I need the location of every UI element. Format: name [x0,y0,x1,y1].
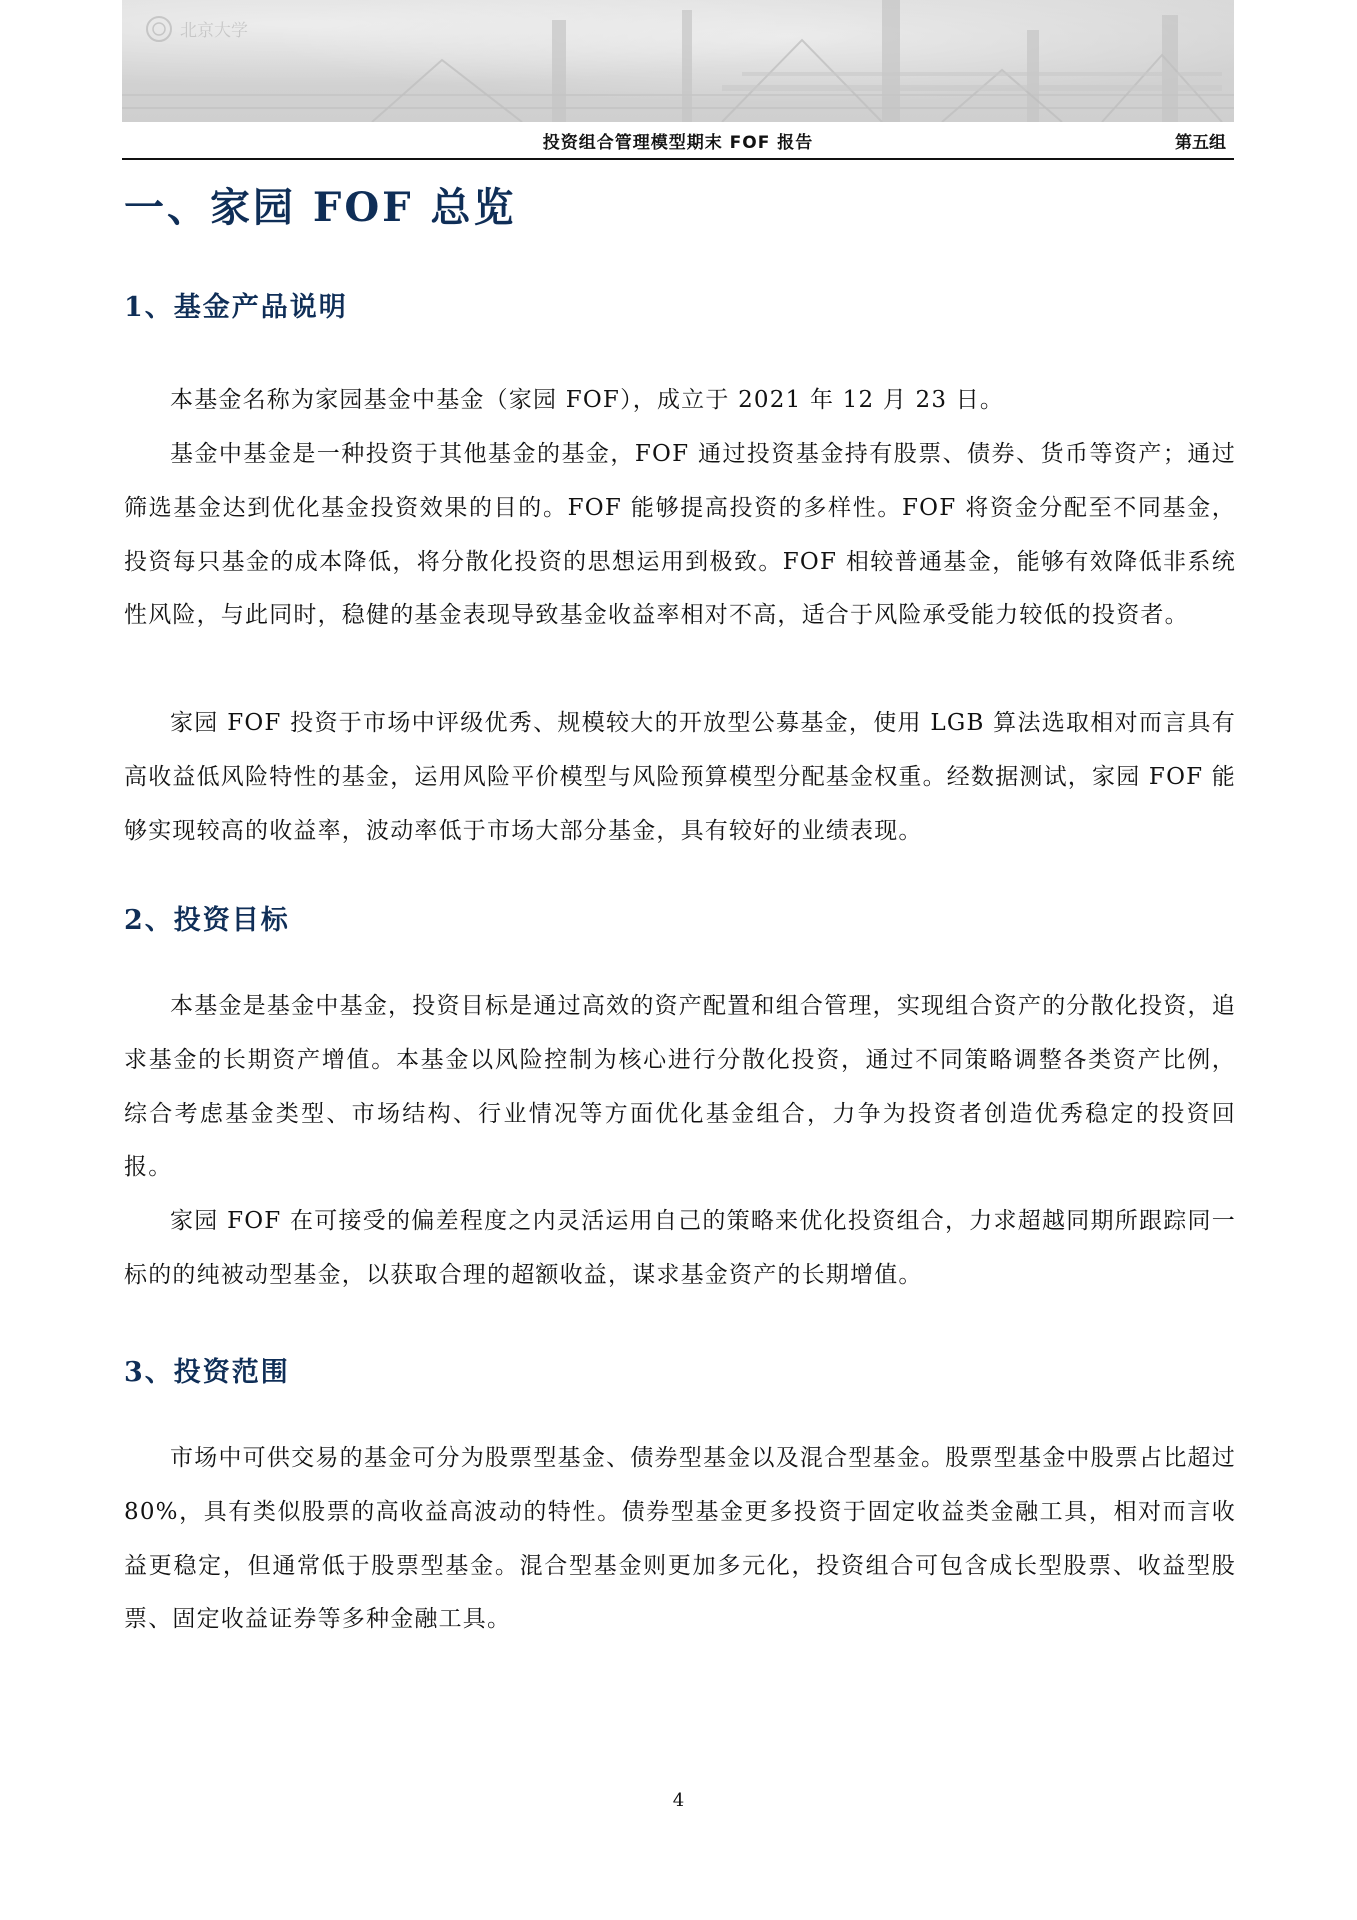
report-title: 投资组合管理模型期末 FOF 报告 [542,133,814,153]
subsection-title: 2、投资目标 [124,905,290,936]
group-label: 第五组 [1175,133,1226,153]
running-header [122,122,1234,160]
paragraph: 市场中可供交易的基金可分为股票型基金、债券型基金以及混合型基金。股票型基金中股票占比超过 80%，具有类似股票的高收益高波动的特性。债券型基金更多投资于固定收益类金融工具，相对而言收益更稳定，但通常低于股票型基金。混合型基金则更加多元化，投资组合可包含成长型股票、收益型股票、固定收益证券等多种金融工具。 [124,1445,1236,1633]
header-banner-image [122,0,1234,122]
page-number: 4 [672,1790,685,1811]
university-logo [144,14,294,44]
paragraph: 基金中基金是一种投资于其他基金的基金，FOF 通过投资基金持有股票、债券、货币等资产；通过筛选基金达到优化基金投资效果的目的。FOF 能够提高投资的多样性。FOF 将资金分配至不同基金，投资每只基金的成本降低，将分散化投资的思想运用到极致。FOF 相较普通基金，能够有效降低非系统性风险，与此同时，稳健的基金表现导致基金收益率相对不高，适合于风险承受能力较低的投资者。 [124,441,1236,629]
paragraph: 本基金名称为家园基金中基金（家园 FOF），成立于 2021 年 12 月 23 日。 [170,387,1005,413]
paragraph: 家园 FOF 投资于市场中评级优秀、规模较大的开放型公募基金，使用 LGB 算法选取相对而言具有高收益低风险特性的基金，运用风险平价模型与风险预算模型分配基金权重。经数据测试，家园 FOF 能够实现较高的收益率，波动率低于市场大部分基金，具有较好的业绩表现。 [124,710,1236,844]
paragraph: 家园 FOF 在可接受的偏差程度之内灵活运用自己的策略来优化投资组合，力求超越同期所跟踪同一标的的纯被动型基金，以获取合理的超额收益，谋求基金资产的长期增值。 [124,1208,1236,1288]
subsection-title: 1、基金产品说明 [124,292,348,323]
section-title: 一、家园 FOF 总览 [124,184,517,231]
subsection-title: 3、投资范围 [124,1357,290,1388]
svg-text:北京大学: 北京大学 [180,21,248,41]
paragraph: 本基金是基金中基金，投资目标是通过高效的资产配置和组合管理，实现组合资产的分散化投资，追求基金的长期资产增值。本基金以风险控制为核心进行分散化投资，通过不同策略调整各类资产比例，综合考虑基金类型、市场结构、行业情况等方面优化基金组合，力争为投资者创造优秀稳定的投资回报。 [124,993,1236,1181]
